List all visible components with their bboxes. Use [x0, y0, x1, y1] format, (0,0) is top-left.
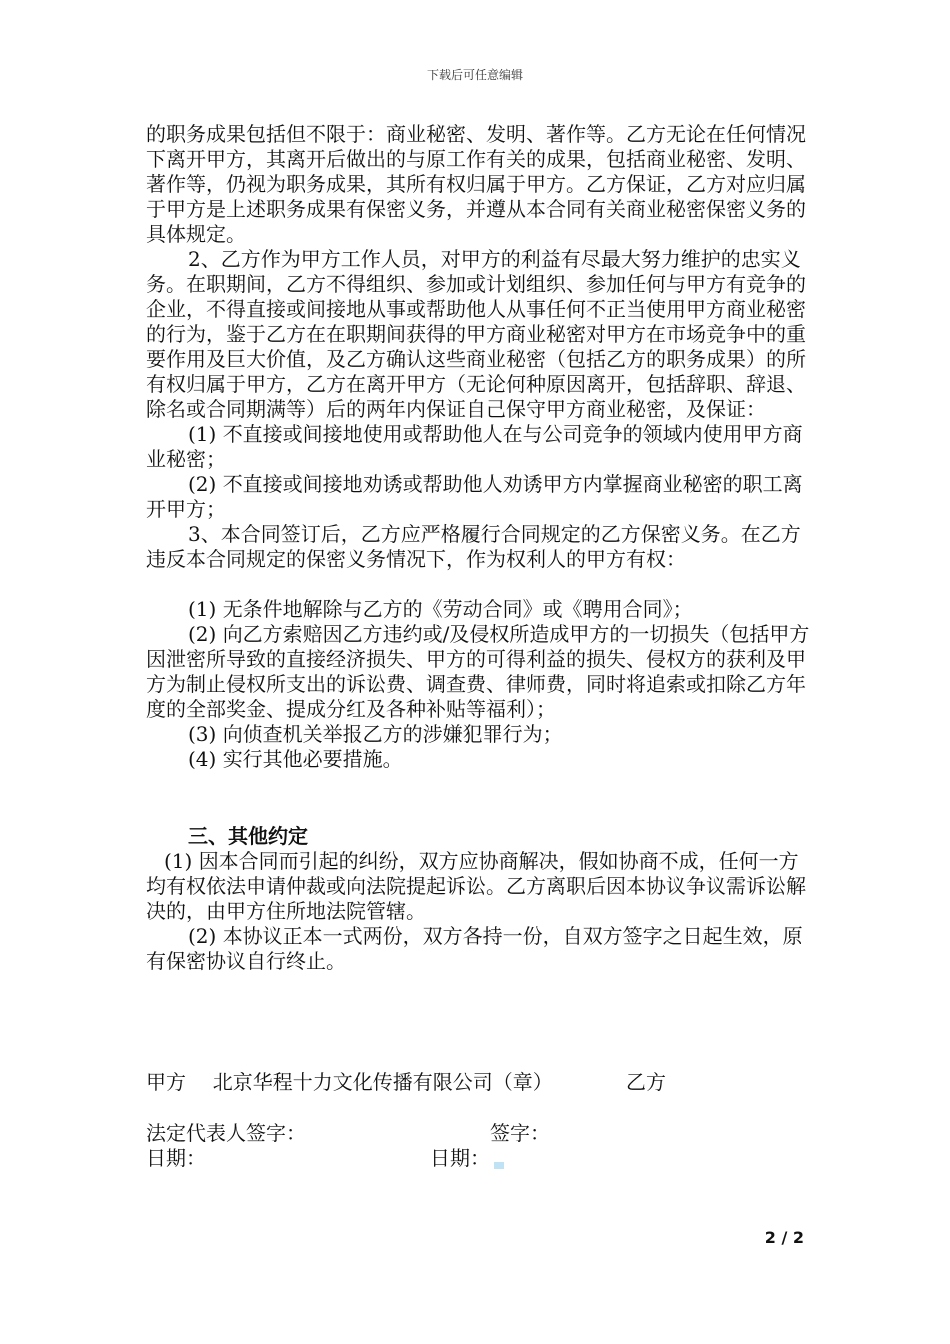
party-b-date-row — [430, 1146, 504, 1171]
paragraph-2: 2、乙方作为甲方工作人员，对甲方的利益有尽最大努力维护的忠实义务。在职期间，乙方不得组织、参加或计划组织、参加任何与甲方有竞争的企业，不得直接或间接地从事或帮助他人从事任何不正当使用甲方商业秘密的行为，鉴于乙方在在职期间获得的甲方商业秘密对甲方在市场竞争中的重要作用及巨大价值，及乙方确认这些商业秘密（包括乙方的职务成果）的所有权归属于甲方，乙方在离开甲方（无论何种原因离开，包括辞职、辞退、除名或合同期满等）后的两年内保证自己保守甲方商业秘密，及保证： — [146, 247, 806, 421]
paragraph-10: (1) 因本合同而引起的纠纷，双方应协商解决，假如协商不成，任何一方均有权依法申请仲裁或向法院提起诉讼。乙方离职后因本协议争议需诉讼解决的，由甲方住所地法院管辖。 — [146, 849, 806, 923]
text-cursor-marker — [494, 1162, 504, 1169]
page-header: 下载后可任意编辑 — [426, 68, 523, 82]
legal-rep-sign-label: 法定代表人签字： — [146, 1121, 306, 1145]
paragraph-9: (4) 实行其他必要措施。 — [188, 747, 403, 771]
paragraph-4: (2) 不直接或间接地劝诱或帮助他人劝诱甲方内掌握商业秘密的职工离开甲方； — [146, 472, 803, 521]
document-body — [146, 122, 814, 974]
paragraph-11: (2) 本协议正本一式两份，双方各持一份，自双方签字之日起生效，原有保密协议自行终止。 — [146, 924, 803, 973]
party-a-label: 甲方 — [146, 1070, 186, 1094]
signature-row-parties — [146, 1070, 553, 1095]
party-a-date-label: 日期： — [146, 1146, 206, 1170]
paragraph-6: (1) 无条件地解除与乙方的《劳动合同》或《聘用合同》； — [188, 597, 693, 621]
party-a-name: 北京华程十力文化传播有限公司（章） — [212, 1070, 553, 1094]
section-heading-3: 三、其他约定 — [188, 824, 308, 848]
page-number: 2 / 2 — [764, 1228, 804, 1247]
paragraph-1: 的职务成果包括但不限于：商业秘密、发明、著作等。乙方无论在任何情况下离开甲方，其离开后做出的与原工作有关的成果，包括商业秘密、发明、著作等，仍视为职务成果，其所有权归属于甲方。乙方保证，乙方对应归属于甲方是上述职务成果有保密义务，并遵从本合同有关商业秘密保密义务的具体规定。 — [146, 122, 806, 246]
party-b-date-label: 日期： — [430, 1146, 490, 1170]
party-b-sign-label: 签字： — [490, 1121, 550, 1145]
paragraph-7: (2) 向乙方索赔因乙方违约或/及侵权所造成甲方的一切损失（包括甲方因泄密所导致的直接经济损失、甲方的可得利益的损失、侵权方的获利及甲方为制止侵权所支出的诉讼费、调查费、律师费，同时将追索或扣除乙方年度的全部奖金、提成分红及各种补贴等福利）； — [146, 622, 810, 721]
paragraph-3: (1) 不直接或间接地使用或帮助他人在与公司竞争的领域内使用甲方商业秘密； — [146, 422, 803, 471]
paragraph-5: 3、本合同签订后，乙方应严格履行合同规定的乙方保密义务。在乙方违反本合同规定的保密义务情况下，作为权利人的甲方有权： — [146, 522, 801, 571]
blank-line — [146, 572, 814, 597]
party-b-label: 乙方 — [626, 1070, 666, 1094]
paragraph-8: (3) 向侦查机关举报乙方的涉嫌犯罪行为； — [188, 722, 563, 746]
